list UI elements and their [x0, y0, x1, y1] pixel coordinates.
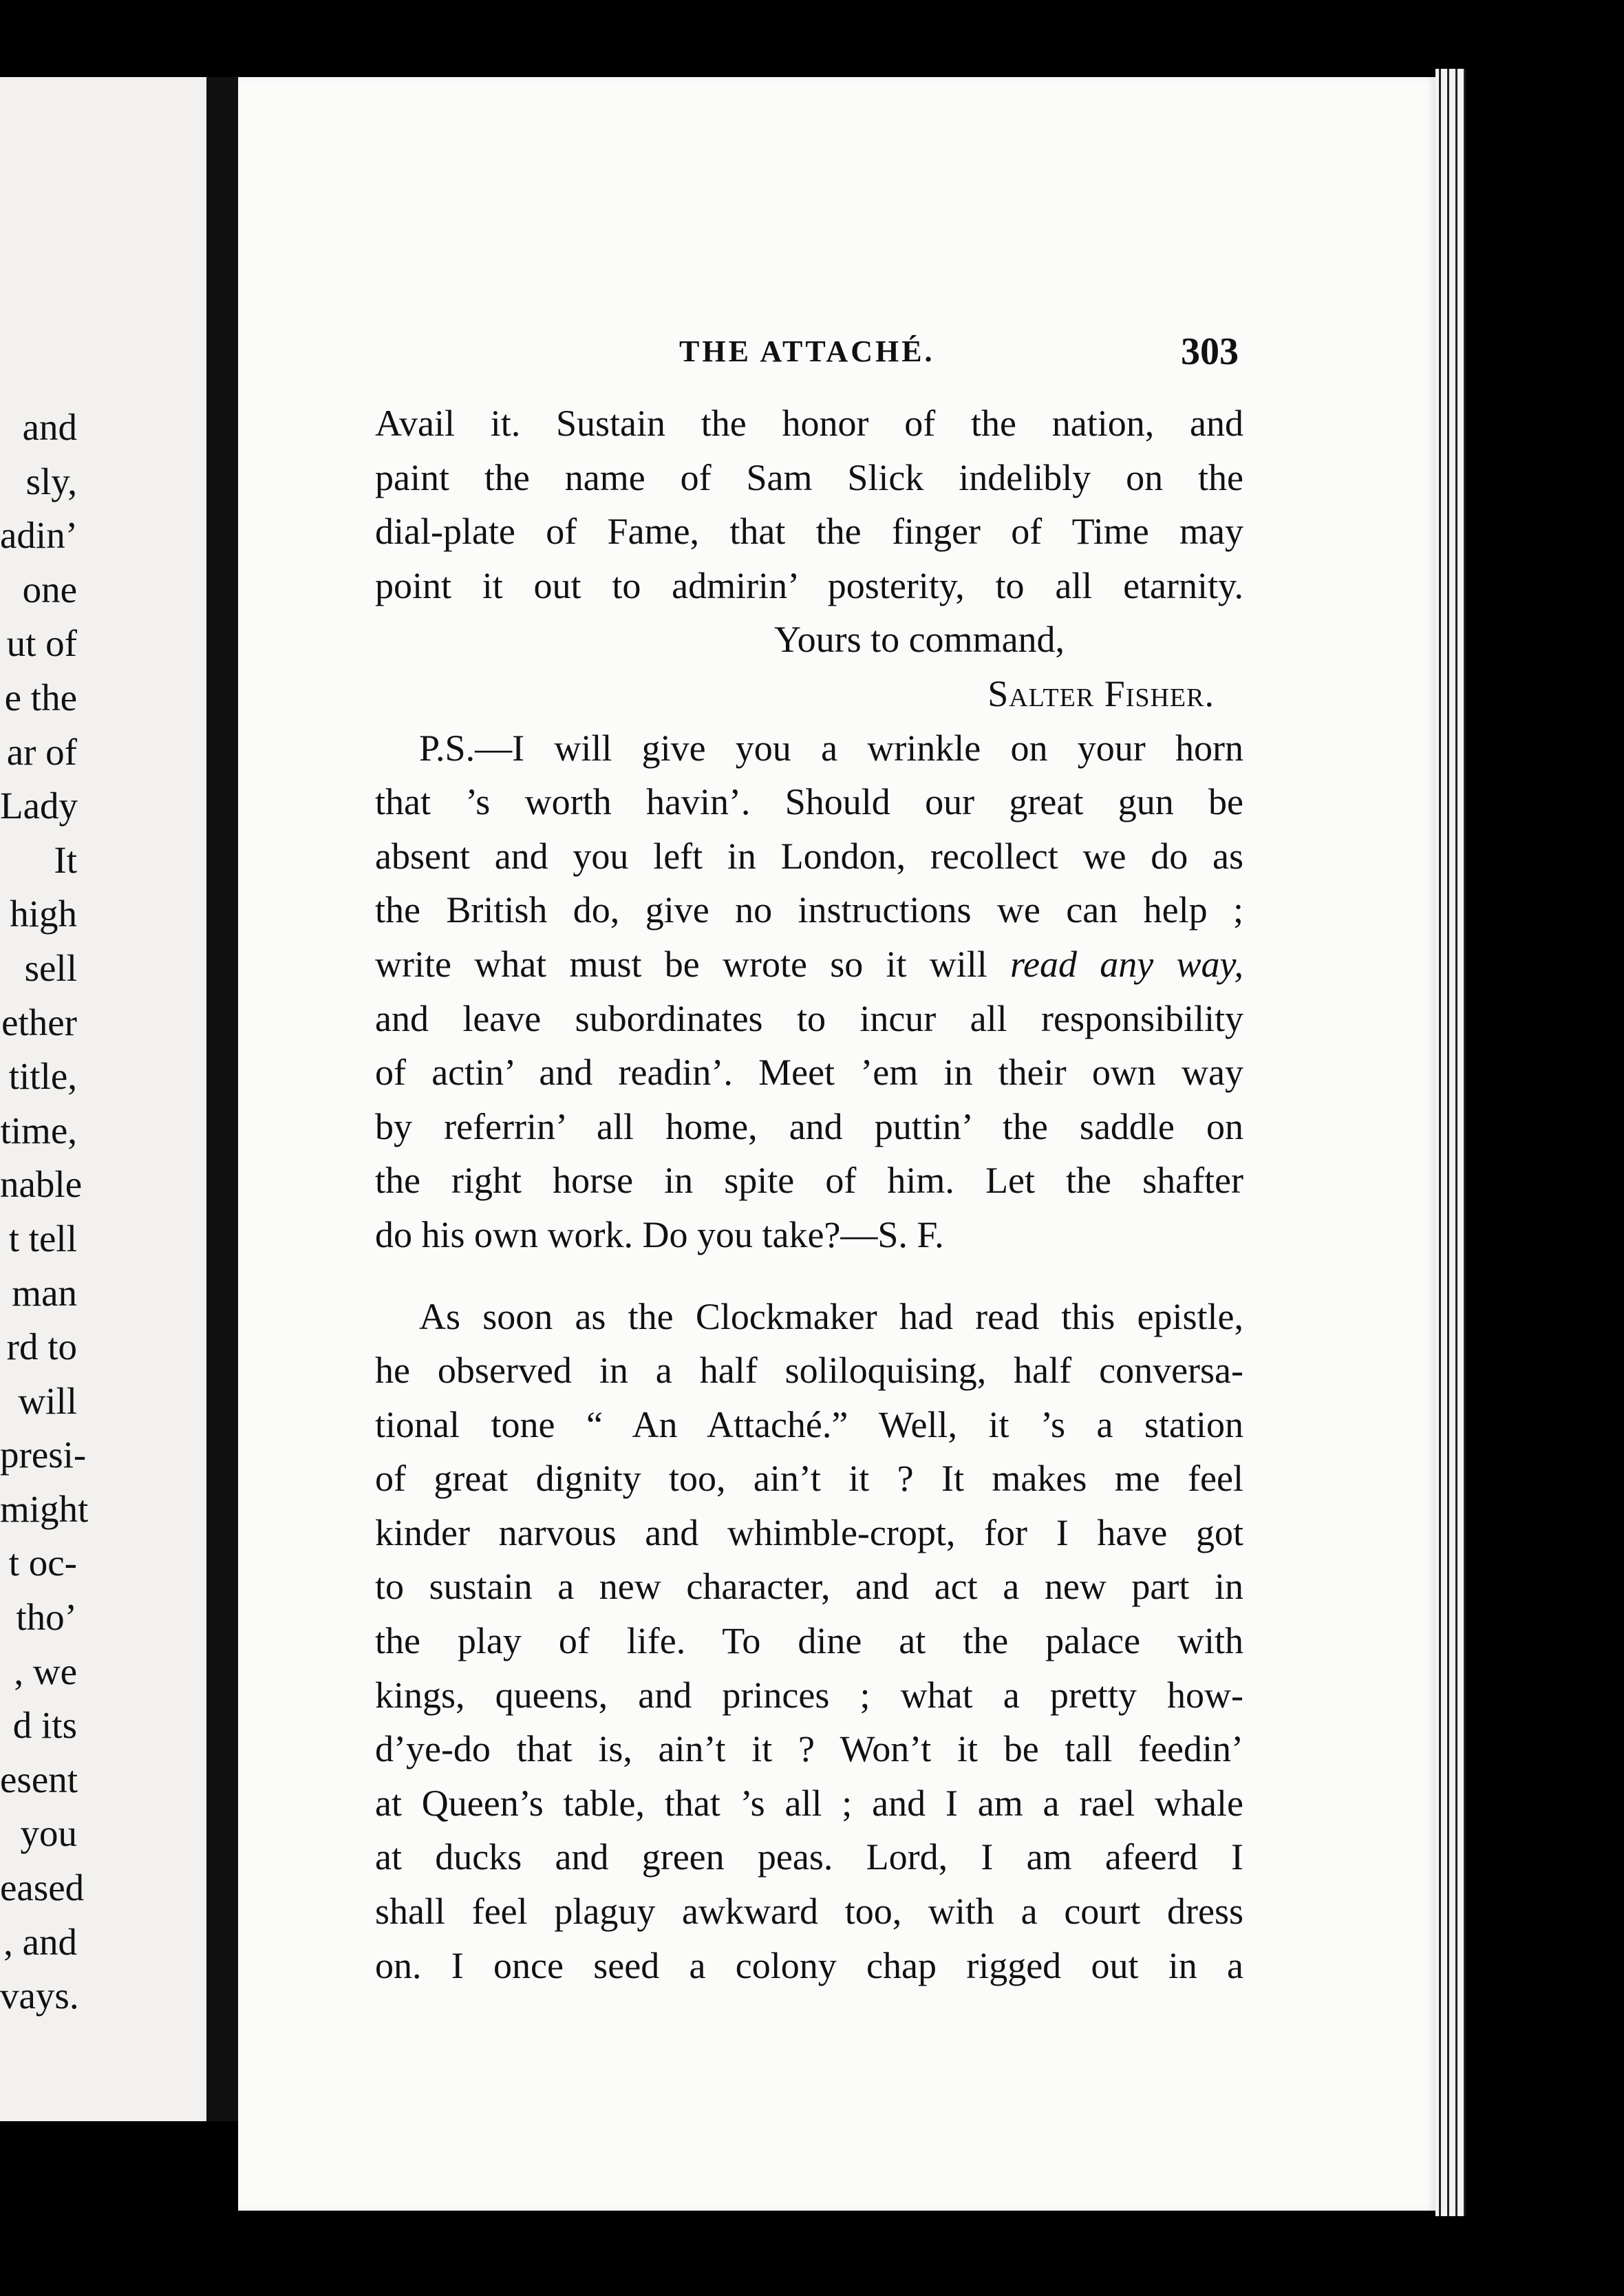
facing-line: rd to: [6, 1326, 77, 1368]
text-line: he observed in a half soliloquising, half conversa-: [375, 1350, 1243, 1392]
running-title: THE ATTACHÉ.: [679, 334, 935, 368]
facing-line: nable: [0, 1163, 83, 1206]
facing-line: you: [20, 1812, 77, 1855]
facing-line: , we: [14, 1650, 77, 1692]
facing-line: d its: [12, 1704, 77, 1747]
facing-line: title,: [8, 1055, 77, 1098]
text-line: paint the name of Sam Slick indelibly on the: [375, 456, 1243, 498]
text-line: to sustain a new character, and act a new part in: [375, 1566, 1243, 1608]
text-line: and leave subordinates to incur all responsibility: [375, 997, 1243, 1039]
facing-line: time,: [0, 1109, 77, 1151]
letter-closing: Yours to command,: [774, 619, 1065, 661]
text-line: the play of life. To dine at the palace with: [375, 1620, 1243, 1662]
facing-line: Lady: [0, 785, 78, 827]
italic-text: read any way,: [1010, 943, 1243, 985]
facing-line: one: [22, 568, 77, 610]
page-number: 303: [1181, 330, 1239, 373]
text-line: do his own work. Do you take?—S. F.: [375, 1213, 944, 1255]
book-gutter: [206, 77, 238, 2121]
text-line: shall feel plaguy awkward too, with a court dress: [375, 1891, 1243, 1933]
text-line: the British do, give no instructions we can help ;: [375, 889, 1243, 931]
text-line: of great dignity too, ain’t it ? It makes me feel: [375, 1458, 1243, 1500]
facing-line: sly,: [25, 460, 77, 502]
text-line: P.S.—I will give you a wrinkle on your horn: [419, 727, 1243, 769]
text-line: that ’s worth havin’. Should our great gun be: [375, 781, 1243, 823]
facing-line: t tell: [8, 1217, 77, 1259]
facing-line: might: [0, 1487, 89, 1530]
text-line: at Queen’s table, that ’s all ; and I am a rael whale: [375, 1782, 1243, 1824]
facing-page: [0, 77, 208, 2121]
facing-line: high: [10, 893, 77, 935]
text-line: by referrin’ all home, and puttin’ the saddle on: [375, 1105, 1243, 1147]
facing-line: eased: [0, 1867, 85, 1909]
facing-line: presi-: [0, 1434, 87, 1476]
running-head: [375, 329, 1239, 374]
text-line: point it out to admirin’ posterity, to all etarnity.: [375, 564, 1243, 606]
facing-line: sell: [24, 946, 77, 989]
text-line: at ducks and green peas. Lord, I am afeerd I: [375, 1836, 1243, 1878]
facing-line: ar of: [6, 730, 77, 773]
text-line: As soon as the Clockmaker had read this epistle,: [419, 1295, 1243, 1337]
text-line: kings, queens, and princes ; what a pretty how-: [375, 1674, 1243, 1716]
facing-line: vays.: [0, 1975, 79, 2017]
page-edges: [1435, 69, 1466, 2216]
text-line: Avail it. Sustain the honor of the nation, and: [375, 403, 1243, 444]
facing-line: It: [54, 838, 77, 881]
text-line: kinder narvous and whimble-cropt, for I have got: [375, 1511, 1243, 1553]
scan-background: [1466, 69, 1624, 2296]
letter-signature: Salter Fisher.: [987, 672, 1215, 714]
text-run: write what must be wrote so it will: [375, 943, 1011, 985]
facing-line: ut of: [6, 622, 77, 665]
text-line: of actin’ and readin’. Meet ’em in their own way: [375, 1052, 1243, 1094]
facing-line: e the: [4, 676, 77, 719]
text-line: dial-plate of Fame, that the finger of Time may: [375, 511, 1243, 553]
facing-line: t oc-: [8, 1542, 77, 1584]
facing-line: will: [18, 1379, 77, 1422]
paragraph-gap: [375, 1262, 1243, 1290]
facing-line: , and: [3, 1920, 77, 1963]
facing-line: and: [22, 406, 77, 448]
text-line: d’ye-do that is, ain’t it ? Won’t it be tall feedin’: [375, 1728, 1243, 1770]
text-line: on. I once seed a colony chap rigged out in a: [375, 1944, 1243, 1986]
facing-line: adin’: [0, 514, 78, 557]
text-line: the right horse in spite of him. Let the shafter: [375, 1160, 1243, 1202]
text-line-mixed: [375, 937, 1243, 992]
facing-line: ether: [1, 1001, 77, 1043]
text-line: tional tone “ An Attaché.” Well, it ’s a station: [375, 1403, 1243, 1445]
facing-page-text: [0, 401, 89, 2023]
facing-line: esent: [0, 1758, 78, 1800]
body-text: [375, 396, 1243, 1992]
text-line: absent and you left in London, recollect we do as: [375, 835, 1243, 877]
facing-line: tho’: [16, 1596, 77, 1639]
facing-line: man: [12, 1271, 77, 1314]
